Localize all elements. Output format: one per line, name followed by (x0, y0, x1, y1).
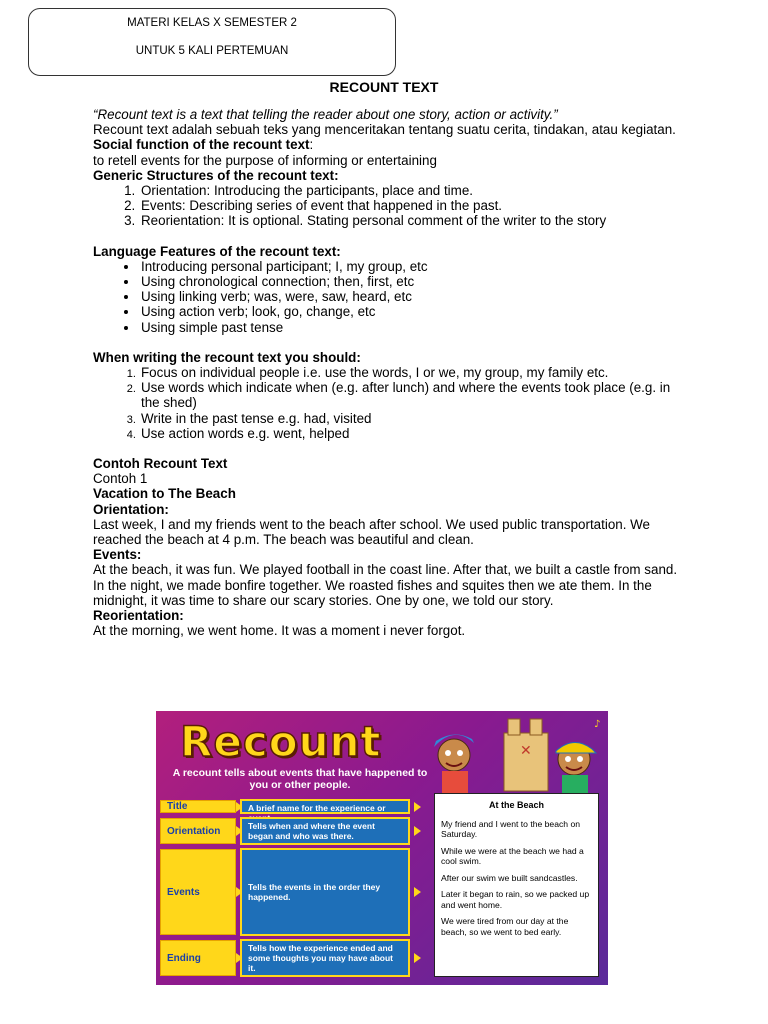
document-title: RECOUNT TEXT (329, 79, 439, 95)
social-function-text: to retell events for the purpose of informing or entertaining (93, 152, 437, 168)
list-item: 4. Use action words e.g. went, helped (139, 426, 683, 441)
header-box (28, 8, 396, 76)
svg-text:✕: ✕ (520, 743, 532, 759)
row-label-events: Events (160, 849, 236, 935)
list-item: • Using action verb; look, go, change, etc (139, 304, 683, 319)
svg-text:♪: ♪ (594, 719, 601, 730)
definition-quote: “Recount text is a text that telling the reader about one story, action or activity.” (93, 107, 558, 122)
row-desc-title: A brief name for the experience or (240, 799, 410, 814)
events-text: At the beach, it was fun. We played football in the coast line. After that, we built a castle from sand. In the night, we made bonfire together. We roasted fishes and squites then we ate them. In the midnight, it was time to share our scary stories. One by one, we told our story. (93, 562, 678, 608)
language-features-list (93, 259, 683, 335)
sandcastle-illustration (424, 713, 604, 793)
card-title: At the Beach (488, 800, 544, 810)
header-line-1: MATERI KELAS X SEMESTER 2 (127, 17, 297, 29)
writing-tips-heading: When writing the recount text you should: (93, 349, 361, 365)
orientation-text: Last week, I and my friends went to the beach after school. We used public transportation. We reached the beach at 4 p.m. The beach was beautiful and clean. (93, 516, 651, 548)
header-line-2: UNTUK 5 KALI PERTEMUAN (135, 45, 289, 57)
arrow-icon (414, 953, 421, 963)
reorientation-label: Reorientation: (93, 608, 184, 624)
arrow-icon (414, 826, 421, 836)
card-paragraph: We were tired from our day at the beach, so we went to bed early. (441, 916, 569, 937)
list-item: 3. Reorientation: It is optional. Stating personal comment of the writer to the story (139, 213, 683, 228)
example-heading: Contoh Recount Text (93, 456, 228, 472)
list-item: 3. Write in the past tense e.g. had, visited (139, 411, 683, 426)
language-features-heading: Language Features of the recount text: (93, 243, 341, 259)
writing-tips-list (93, 365, 683, 441)
reorientation-text: At the morning, we went home. It was a moment i never forgot. (93, 623, 466, 639)
example-number: Contoh 1 (93, 471, 148, 487)
recount-poster (156, 711, 608, 985)
card-paragraph: Later it began to rain, so we packed up and went home. (441, 889, 590, 910)
list-item: 1. Focus on individual people i.e. use the words, I or we, my group, my family etc. (139, 365, 683, 380)
list-item: • Using chronological connection; then, first, etc (139, 274, 683, 289)
example-card (434, 793, 599, 977)
arrow-icon (414, 802, 421, 812)
list-item: 2. Events: Describing series of event that happened in the past. (139, 198, 683, 213)
row-desc-orientation: Tells when and where the event began and who was there. (240, 817, 410, 845)
row-desc-ending: Tells how the experience ended and some thoughts you may have about it. (240, 939, 410, 977)
generic-structures-list (93, 183, 683, 229)
row-label-title: Title (160, 800, 236, 813)
card-paragraph: While we were at the beach we had a cool swim. (441, 845, 584, 866)
definition-translation: Recount text adalah sebuah teks yang menceritakan tentang suatu cerita, tindakan, atau kegiatan. (93, 122, 676, 138)
example-title: Vacation to The Beach (93, 486, 236, 502)
row-label-ending: Ending (160, 940, 236, 976)
poster-subtitle: A recount tells about events that have happened to you or other people. (172, 767, 428, 791)
events-label: Events: (93, 547, 142, 563)
arrow-icon (414, 887, 421, 897)
poster-title: Recount (180, 717, 382, 766)
row-label-orientation: Orientation (160, 818, 236, 844)
list-item: • Using simple past tense (139, 320, 683, 335)
generic-structures-heading: Generic Structures of the recount text: (93, 167, 339, 183)
list-item: 1. Orientation: Introducing the participants, place and time. (139, 183, 683, 198)
card-paragraph: My friend and I went to the beach on Saturday. (441, 818, 581, 839)
card-paragraph: After our swim we built sandcastles. (441, 872, 578, 883)
social-function-heading: Social function of the recount text: (93, 137, 314, 153)
list-item: • Introducing personal participant; I, my group, etc (139, 259, 683, 274)
list-item: • Using linking verb; was, were, saw, heard, etc (139, 289, 683, 304)
list-item: 2. Use words which indicate when (e.g. after lunch) and where the events took place (e.g. in the shed) (139, 380, 683, 410)
row-desc-events: Tells the events in the order they happened. (240, 848, 410, 936)
document-body (93, 107, 683, 639)
orientation-label: Orientation: (93, 501, 169, 517)
